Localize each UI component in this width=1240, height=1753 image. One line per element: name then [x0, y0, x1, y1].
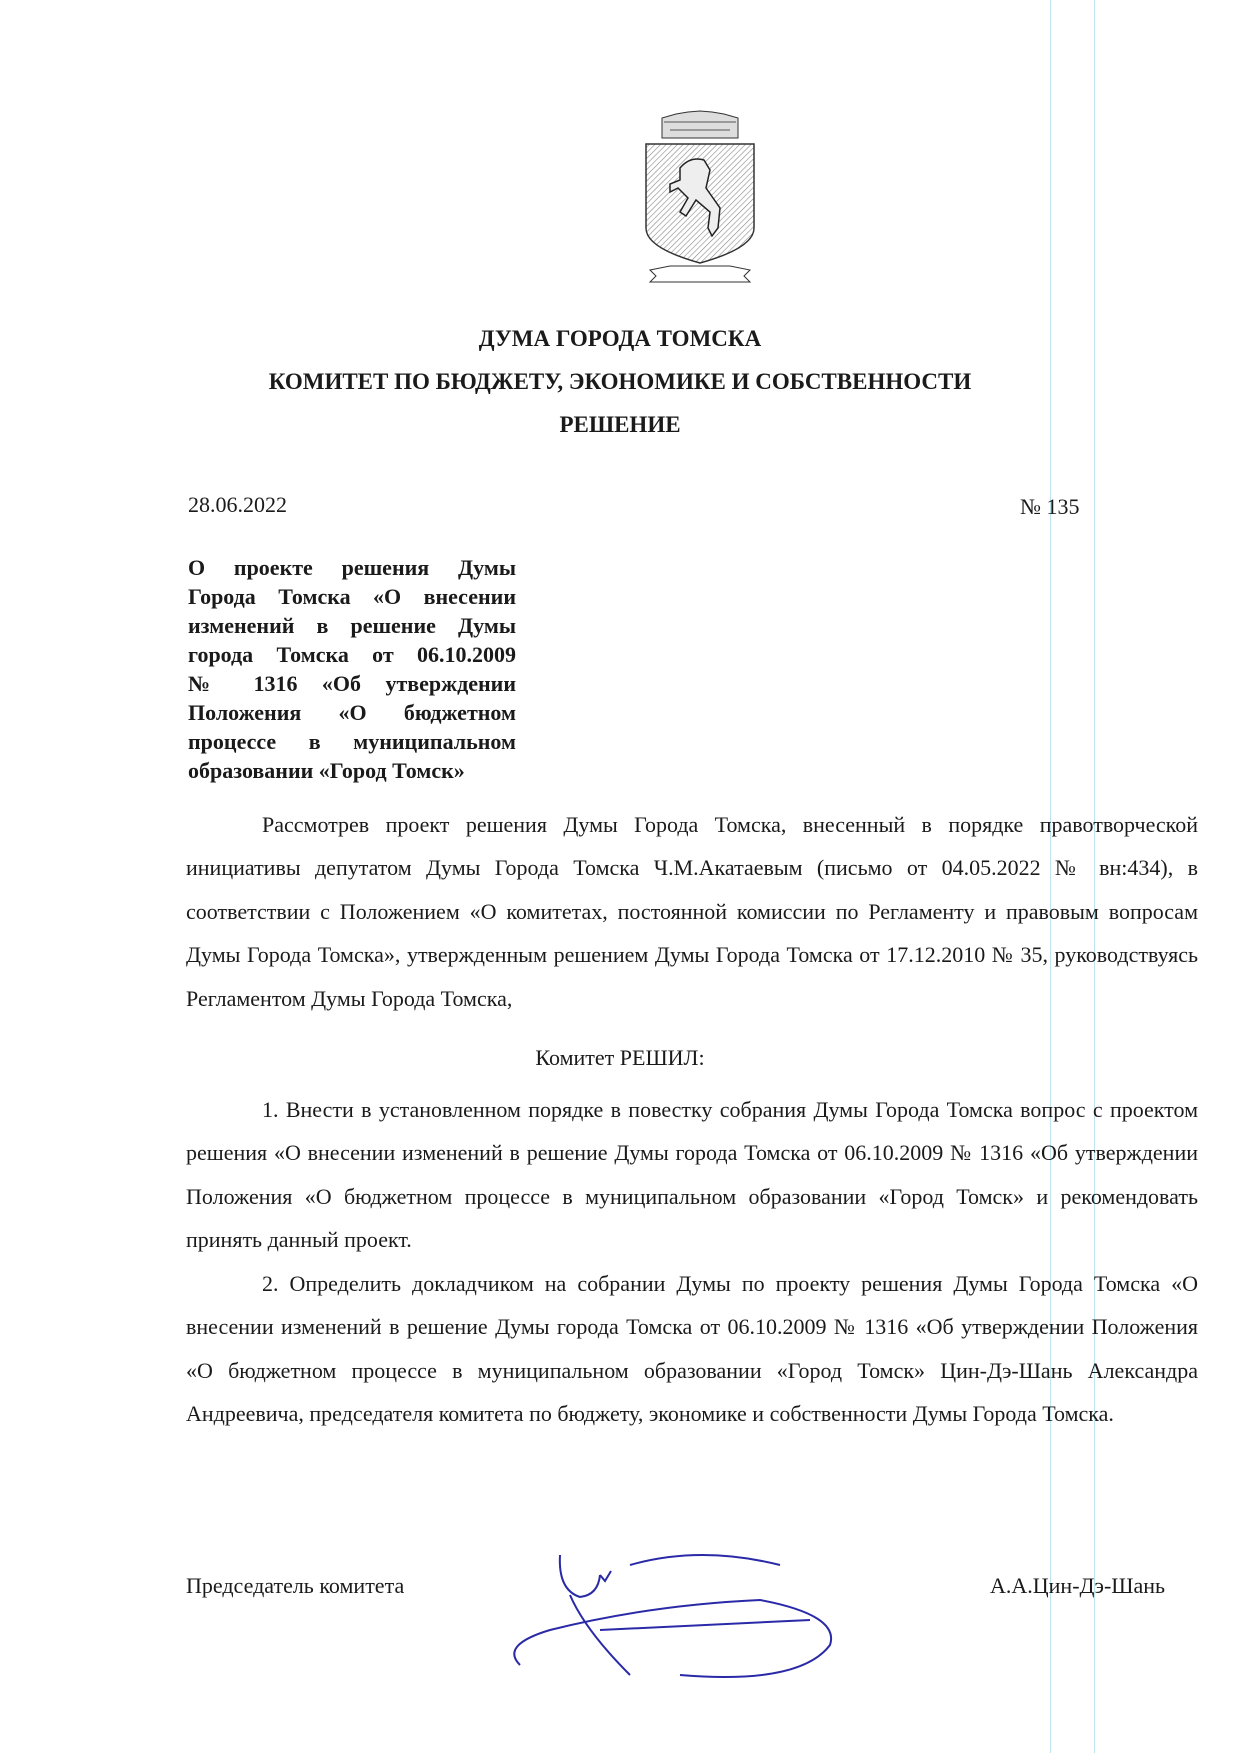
subject-line: изменений в решение Думы	[188, 613, 516, 638]
signatory-name: А.А.Цин-Дэ-Шань	[990, 1573, 1166, 1598]
document-type: РЕШЕНИЕ	[559, 412, 681, 437]
org-title: ДУМА ГОРОДА ТОМСКА	[478, 326, 762, 351]
preamble-paragraph	[186, 803, 1198, 1020]
decision-item-text: 1. Внести в установленном порядке в повестку собрания Думы Города Томска вопрос с проектом решения «О внесении изменений в решение Думы города Томска от 06.10.2009 № 1316 «Об утверждении Положения «О бюджетном процессе в муниципальном образовании «Город Томск» и рекомендовать принять данный проект.	[186, 1097, 1198, 1253]
subject-line: образовании «Город Томск»	[188, 758, 465, 783]
subject-line: Города Томска «О внесении	[188, 584, 516, 609]
preamble-text: Рассмотрев проект решения Думы Города Томска, внесенный в порядке правотворческой инициативы депутатом Думы Города Томска Ч.М.Акатаевым (письмо от 04.05.2022 № вн:434), в соответствии с Положением «О комитетах, постоянной комиссии по Регламенту и правовым вопросам Думы Города Томска», утвержденным решением Думы Города Томска от 17.12.2010 № 35, руководствуясь Регламентом Думы Города Томска,	[186, 812, 1198, 1011]
decision-item-1	[186, 1088, 1198, 1262]
subject-line: Положения «О бюджетном	[188, 700, 516, 725]
signatory-position: Председатель комитета	[186, 1573, 405, 1598]
document-number: № 135	[1020, 494, 1080, 519]
committee-title: КОМИТЕТ ПО БЮДЖЕТУ, ЭКОНОМИКЕ И СОБСТВЕННОСТИ	[268, 369, 972, 394]
coat-of-arms-emblem	[640, 108, 760, 288]
decision-item-2	[186, 1262, 1198, 1436]
handwritten-signature	[480, 1535, 850, 1685]
subject-line: процессе в муниципальном	[188, 729, 516, 754]
subject-line: № 1316 «Об утверждении	[188, 671, 516, 696]
document-subject	[188, 553, 516, 785]
document-date: 28.06.2022	[188, 492, 287, 517]
decided-heading: Комитет РЕШИЛ:	[535, 1045, 705, 1070]
decision-item-text: 2. Определить докладчиком на собрании Думы по проекту решения Думы Города Томска «О внесении изменений в решение Думы города Томска от 06.10.2009 № 1316 «Об утверждении Положения «О бюджетном процессе в муниципальном образовании «Город Томск» Цин-Дэ-Шань Александра Андреевича, председателя комитета по бюджету, экономике и собственности Думы Города Томска.	[186, 1271, 1198, 1427]
subject-line: города Томска от 06.10.2009	[188, 642, 516, 667]
subject-line: О проекте решения Думы	[188, 555, 516, 580]
